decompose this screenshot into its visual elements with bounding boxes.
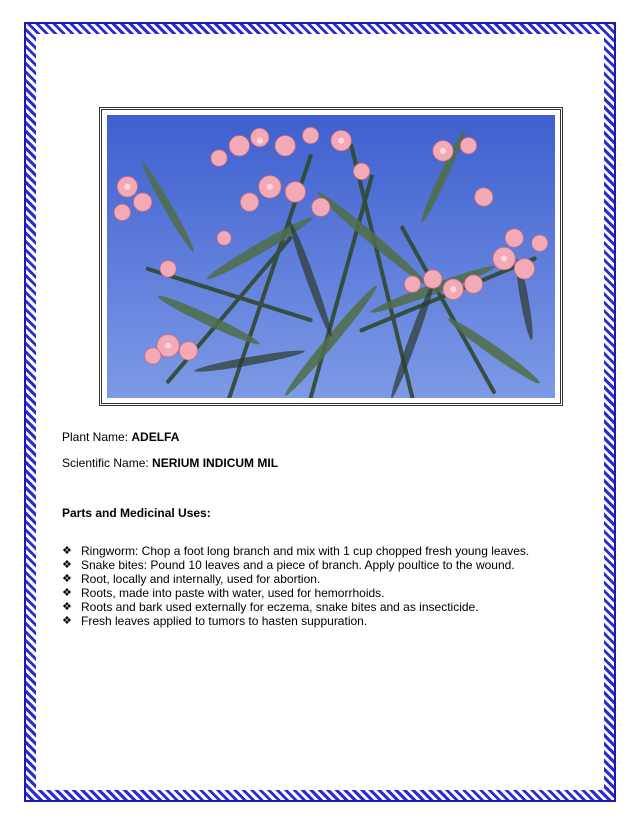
scientific-name-value: NERIUM INDICUM MIL (152, 456, 279, 470)
plant-photo-frame (99, 107, 563, 406)
plant-info (62, 430, 582, 628)
scientific-name-label: Scientific Name: (62, 456, 149, 470)
diamond-bullet-icon: ❖ (62, 615, 72, 627)
list-item: ❖ Snake bites: Pound 10 leaves and a piece of branch. Apply poultice to the wound. (62, 558, 515, 572)
diamond-bullet-icon: ❖ (62, 573, 72, 585)
list-item: ❖ Roots and bark used externally for eczema, snake bites and as insecticide. (62, 600, 479, 614)
diamond-bullet-icon: ❖ (62, 601, 72, 613)
uses-heading: Parts and Medicinal Uses: (62, 506, 211, 520)
plant-name-value: ADELFA (131, 430, 180, 444)
list-item: ❖ Fresh leaves applied to tumors to hasten suppuration. (62, 614, 368, 628)
list-item: ❖ Ringworm: Chop a foot long branch and mix with 1 cup chopped fresh young leaves. (62, 544, 530, 558)
oleander-photo (107, 115, 555, 398)
list-item: ❖ Roots, made into paste with water, used for hemorrhoids. (62, 586, 385, 600)
diamond-bullet-icon: ❖ (62, 545, 72, 557)
list-item: ❖ Root, locally and internally, used for abortion. (62, 572, 321, 586)
plant-name-label: Plant Name: (62, 430, 129, 444)
plant-name-line (62, 430, 582, 444)
uses-list (62, 544, 582, 628)
diamond-bullet-icon: ❖ (62, 559, 72, 571)
diamond-bullet-icon: ❖ (62, 587, 72, 599)
scientific-name-line (62, 456, 582, 470)
